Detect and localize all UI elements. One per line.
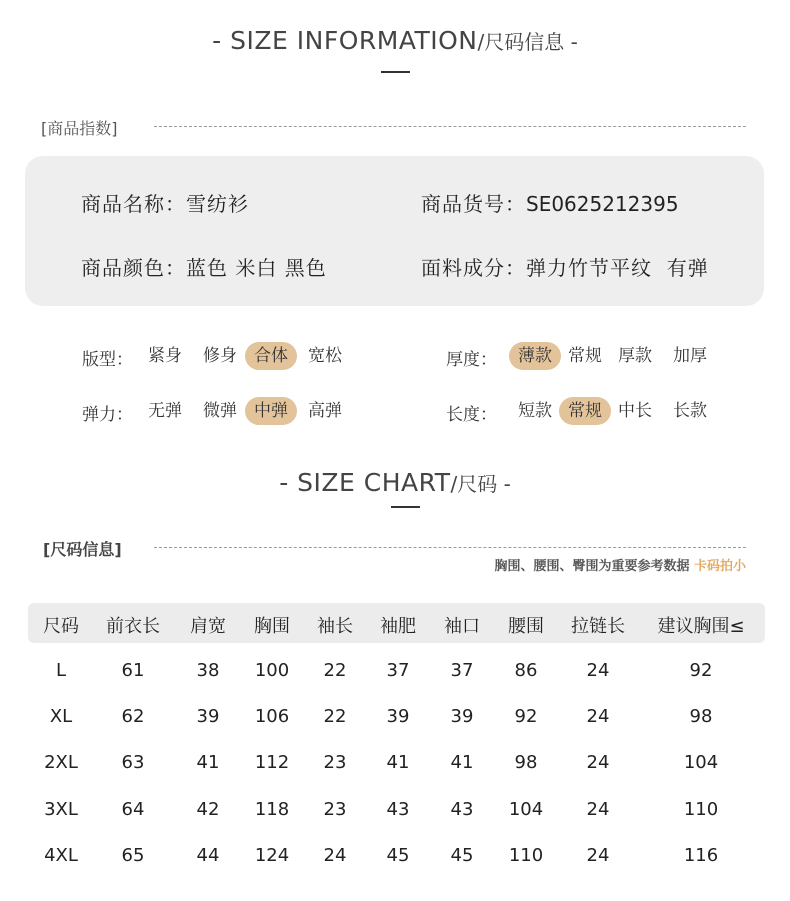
table-cell: 43 bbox=[386, 799, 410, 820]
table-header-cell: 尺码 bbox=[43, 616, 79, 637]
fit-option-regular-selected: 合体 bbox=[245, 342, 297, 370]
elasticity-option-slight: 微弹 bbox=[203, 401, 237, 421]
table-header-cell: 胸围 bbox=[254, 616, 290, 637]
length-option-short: 短款 bbox=[518, 401, 552, 421]
table-cell: 61 bbox=[121, 660, 145, 681]
product-sku-value: SE0625212395 bbox=[526, 192, 679, 216]
size-chart-title-cn: /尺码 - bbox=[450, 472, 511, 496]
size-information-title-en: - SIZE INFORMATION bbox=[212, 26, 478, 55]
elasticity-option-none: 无弹 bbox=[148, 401, 182, 421]
table-cell: 41 bbox=[450, 752, 474, 773]
table-cell: 22 bbox=[323, 706, 347, 727]
product-fabric-label: 面料成分： bbox=[421, 256, 526, 280]
thickness-option-extra-thick: 加厚 bbox=[673, 346, 707, 366]
table-cell: 24 bbox=[586, 799, 610, 820]
table-cell: 23 bbox=[323, 799, 347, 820]
table-row-size: 4XL bbox=[44, 845, 78, 866]
product-sku-label: 商品货号： bbox=[421, 192, 526, 216]
table-cell: 110 bbox=[508, 845, 544, 866]
table-cell: 64 bbox=[121, 799, 145, 820]
size-information-title bbox=[0, 26, 790, 55]
product-color-label: 商品颜色： bbox=[81, 256, 186, 280]
size-chart-note-accent: 卡码拍小 bbox=[693, 559, 746, 574]
table-cell: 42 bbox=[196, 799, 220, 820]
table-header-cell: 袖肥 bbox=[380, 616, 416, 637]
length-option-medium-long: 中长 bbox=[618, 401, 652, 421]
thickness-option-thick: 厚款 bbox=[618, 346, 652, 366]
table-cell: 100 bbox=[254, 660, 290, 681]
table-cell: 65 bbox=[121, 845, 145, 866]
product-color-row bbox=[81, 252, 327, 281]
product-fabric-row bbox=[421, 252, 709, 281]
table-cell: 45 bbox=[386, 845, 410, 866]
table-cell: 104 bbox=[683, 752, 719, 773]
table-cell: 24 bbox=[323, 845, 347, 866]
size-dashed-divider bbox=[154, 547, 746, 548]
thickness-option-regular: 常规 bbox=[568, 346, 602, 366]
elasticity-option-medium-selected: 中弹 bbox=[245, 397, 297, 425]
size-chart-note bbox=[494, 555, 746, 574]
size-chart-title bbox=[0, 468, 790, 497]
size-chart-title-en: - SIZE CHART bbox=[279, 468, 451, 497]
fit-option-slim: 修身 bbox=[203, 346, 237, 366]
table-cell: 124 bbox=[254, 845, 290, 866]
thickness-label: 厚度： bbox=[446, 350, 497, 370]
fit-option-tight: 紧身 bbox=[148, 346, 182, 366]
table-cell: 86 bbox=[514, 660, 538, 681]
table-header-cell: 袖长 bbox=[317, 616, 353, 637]
product-name-value: 雪纺衫 bbox=[186, 192, 249, 216]
table-header-cell: 拉链长 bbox=[571, 616, 625, 637]
table-cell: 38 bbox=[196, 660, 220, 681]
fit-option-loose: 宽松 bbox=[308, 346, 342, 366]
table-cell: 24 bbox=[586, 706, 610, 727]
product-name-label: 商品名称： bbox=[81, 192, 186, 216]
table-cell: 106 bbox=[254, 706, 290, 727]
length-option-regular-selected: 常规 bbox=[559, 397, 611, 425]
table-cell: 24 bbox=[586, 660, 610, 681]
table-cell: 43 bbox=[450, 799, 474, 820]
table-row-size: 2XL bbox=[44, 752, 78, 773]
product-info-panel bbox=[25, 156, 764, 306]
size-chart-note-text: 胸围、腰围、臀围为重要参考数据 bbox=[494, 559, 690, 574]
product-name-row bbox=[81, 188, 249, 217]
length-option-long: 长款 bbox=[673, 401, 707, 421]
table-cell: 41 bbox=[196, 752, 220, 773]
table-cell: 98 bbox=[689, 706, 713, 727]
table-row-size: L bbox=[55, 660, 67, 681]
elasticity-option-high: 高弹 bbox=[308, 401, 342, 421]
table-cell: 23 bbox=[323, 752, 347, 773]
table-cell: 44 bbox=[196, 845, 220, 866]
table-cell: 92 bbox=[514, 706, 538, 727]
table-row-size: 3XL bbox=[44, 799, 78, 820]
table-row-size: XL bbox=[49, 706, 73, 727]
product-fabric-value: 弹力竹节平纹 有弹 bbox=[526, 256, 709, 280]
table-header-cell: 前衣长 bbox=[106, 616, 160, 637]
table-cell: 41 bbox=[386, 752, 410, 773]
table-header-cell: 腰围 bbox=[508, 616, 544, 637]
table-header-cell: 建议胸围≤ bbox=[657, 616, 745, 637]
table-cell: 39 bbox=[196, 706, 220, 727]
table-cell: 39 bbox=[386, 706, 410, 727]
table-cell: 63 bbox=[121, 752, 145, 773]
table-cell: 37 bbox=[450, 660, 474, 681]
table-cell: 104 bbox=[508, 799, 544, 820]
title-underline bbox=[381, 71, 410, 73]
table-cell: 116 bbox=[683, 845, 719, 866]
table-cell: 24 bbox=[586, 752, 610, 773]
table-cell: 62 bbox=[121, 706, 145, 727]
table-cell: 110 bbox=[683, 799, 719, 820]
size-chart-title-underline bbox=[391, 506, 420, 508]
table-cell: 39 bbox=[450, 706, 474, 727]
table-cell: 98 bbox=[514, 752, 538, 773]
table-cell: 37 bbox=[386, 660, 410, 681]
product-sku-row bbox=[421, 188, 679, 217]
product-color-value: 蓝色 米白 黑色 bbox=[186, 256, 327, 280]
table-header-cell: 袖口 bbox=[444, 616, 480, 637]
table-cell: 118 bbox=[254, 799, 290, 820]
elasticity-label: 弹力： bbox=[82, 405, 133, 425]
table-header-cell: 肩宽 bbox=[190, 616, 226, 637]
length-label: 长度： bbox=[446, 405, 497, 425]
table-cell: 22 bbox=[323, 660, 347, 681]
fit-label: 版型： bbox=[82, 350, 133, 370]
size-information-title-cn: /尺码信息 - bbox=[477, 30, 578, 54]
table-cell: 112 bbox=[254, 752, 290, 773]
product-index-tag: [商品指数] bbox=[41, 119, 118, 138]
table-cell: 92 bbox=[689, 660, 713, 681]
thickness-option-thin-selected: 薄款 bbox=[509, 342, 561, 370]
dashed-divider bbox=[154, 126, 746, 127]
table-cell: 45 bbox=[450, 845, 474, 866]
size-info-tag: [尺码信息] bbox=[43, 540, 122, 559]
table-cell: 24 bbox=[586, 845, 610, 866]
